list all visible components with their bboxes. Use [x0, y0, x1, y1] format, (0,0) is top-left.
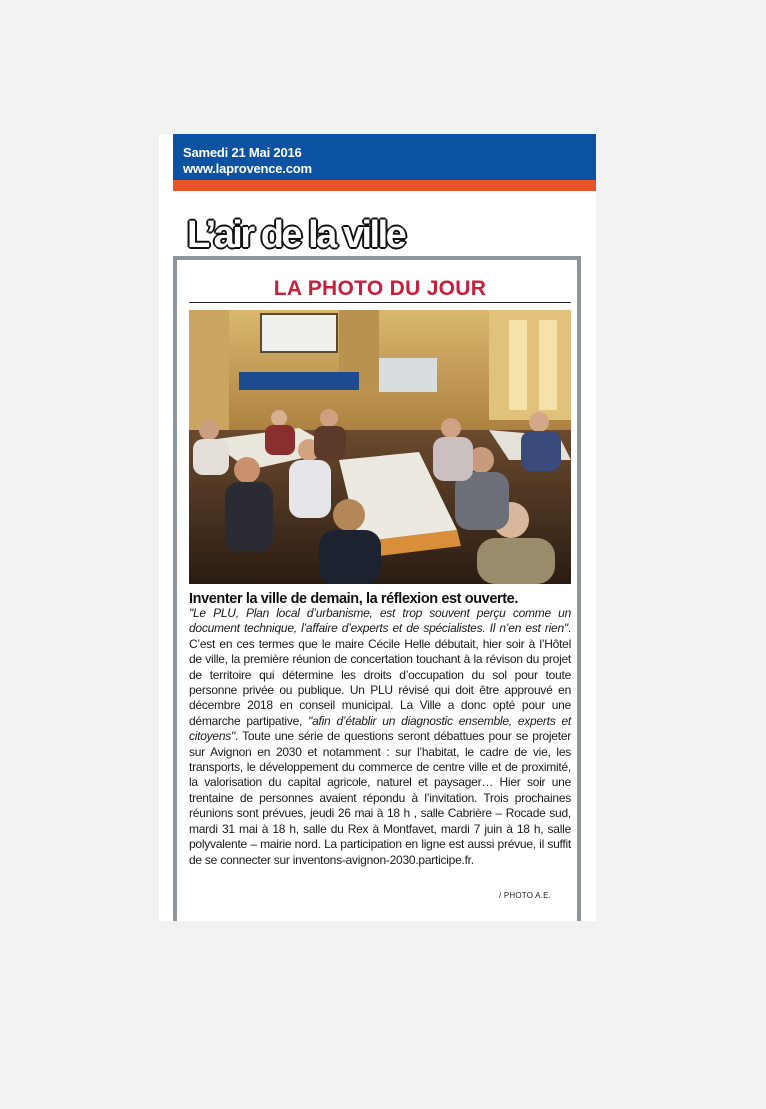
section-title: L’air de la ville [187, 214, 405, 256]
kicker-rule [189, 302, 571, 303]
article-body [189, 606, 571, 868]
article-headline: Inventer la ville de demain, la réflexion est ouverte. [189, 591, 518, 607]
inline-quote: "afin d’établir un diagnostic ensemble, experts et citoyens" [189, 713, 571, 744]
issue-date: Samedi 21 Mai 2016 [183, 145, 302, 160]
body-segment-1: . C’est en ces termes que le maire Cécile Helle débutait, hier soir à l’Hôtel de ville, la première réunion de concertation touchant à la révison du projet de territoire qui détermine les droits d’occupation du sol pour toute personne privée ou publique. Un PLU révisé qui doit être approuvé en décembre 2018 en conseil municipal. La Ville a donc opté pour une démarche partipative, [189, 621, 571, 728]
website-link[interactable]: www.laprovence.com [183, 161, 312, 176]
header-stripe [173, 180, 596, 191]
header-band [173, 134, 596, 180]
body-segment-2: . Toute une série de questions seront débattues pour se projeter sur Avignon en 2030 et notamment : sur l’habitat, le cadre de vie, les transports, le développement du commerce de centre ville et de proximité, la valorisation du capital agricole, naturel et paysager… Hier soir une trentaine de personnes avaient répondu à l’invitation. Trois prochaines réunions sont prévues, jeudi 26 mai à 18 h , salle Cabrière – Rocade sud, mardi 31 mai à 18 h, salle du Rex à Montfavet, mardi 7 juin à 18 h, salle polyvalente – mairie nord. La participation en ligne est aussi prévue, il suffit de se connecter sur inventons-avignon-2030.participe.fr. [189, 729, 571, 867]
photo-credit: / PHOTO A.E. [499, 891, 552, 900]
opening-quote: "Le PLU, Plan local d’urbanisme, est trop souvent perçu comme un document technique, l’affaire d’experts et de spécialistes. Il n’en est rien" [189, 606, 571, 636]
newspaper-page [159, 134, 596, 921]
article-photo [189, 310, 571, 584]
article-kicker: LA PHOTO DU JOUR [273, 277, 487, 300]
meeting-photo-illustration [189, 310, 571, 584]
